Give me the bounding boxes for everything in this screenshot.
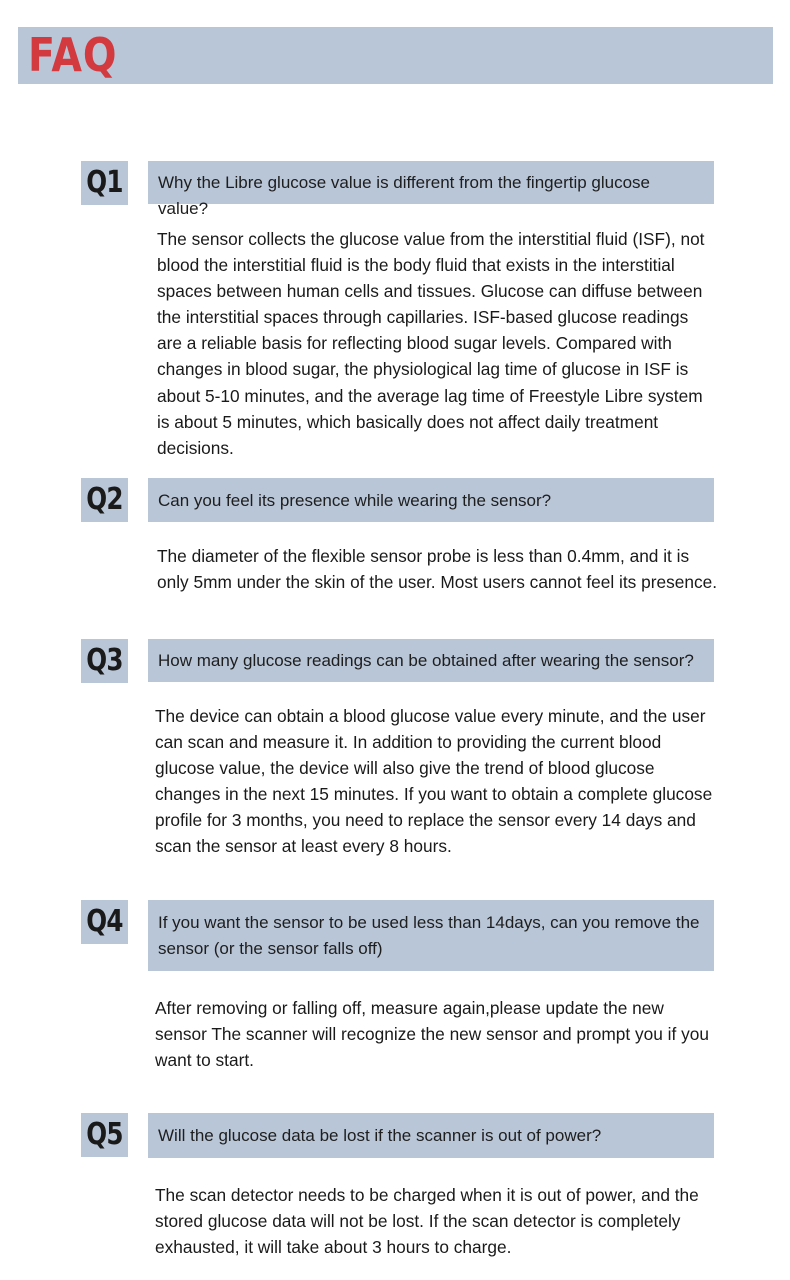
question-text: If you want the sensor to be used less than 14days, can you remove the sensor (or the sensor falls off) [158,913,700,958]
question-text: Why the Libre glucose value is different from the fingertip glucose value? [158,173,651,218]
answer-text: The scan detector needs to be charged when it is out of power, and the stored glucose data will not be lost. If the scan detector is completely exhausted, it will take about 3 hours to charge. [155,1185,699,1258]
question-text: Can you feel its presence while wearing the sensor? [158,491,552,510]
question-text: How many glucose readings can be obtained after wearing the sensor? [158,651,694,670]
answer-text: The diameter of the flexible sensor probe is less than 0.4mm, and it is only 5mm under the skin of the user. Most users cannot feel its presence. [157,546,718,593]
question-number-badge [81,1113,128,1157]
question-box [148,900,714,971]
answer-text: After removing or falling off, measure again,please update the new sensor The scanner will recognize the new sensor and prompt you if you want to start. [155,998,709,1071]
question-text: Will the glucose data be lost if the scanner is out of power? [158,1126,602,1145]
answer-text: The device can obtain a blood glucose value every minute, and the user can scan and measure it. In addition to providing the current blood glucose value, the device will also give the trend of blood glucose changes in the next 15 minutes. If you want to obtain a complete glucose profile for 3 months, you need to replace the sensor every 14 days and scan the sensor at least every 8 hours. [155,706,713,857]
question-number-badge [81,900,128,944]
page-title: FAQ [28,28,118,82]
question-number: Q1 [86,165,123,200]
answer-text: The sensor collects the glucose value from the interstitial fluid (ISF), not blood the interstitial fluid is the body fluid that exists in the interstitial spaces between human cells and tissues. Glucose can diffuse between the interstitial spaces through capillaries. ISF-based glucose readings are a reliable basis for reflecting blood sugar levels. Compared with changes in blood sugar, the physiological lag time of glucose in ISF is about 5-10 minutes, and the average lag time of Freestyle Libre system is about 5 minutes, which basically does not affect daily treatment decisions. [157,229,705,458]
question-box [148,161,714,218]
faq-header-bar [18,27,773,84]
question-number-badge [81,161,128,205]
question-number: Q2 [86,482,123,517]
question-box [148,478,714,522]
question-number-badge [81,639,128,683]
question-number: Q4 [86,904,123,939]
question-box [148,639,714,682]
question-box [148,1113,714,1158]
question-number-badge [81,478,128,522]
question-number: Q3 [86,643,123,678]
question-number: Q5 [86,1117,123,1152]
